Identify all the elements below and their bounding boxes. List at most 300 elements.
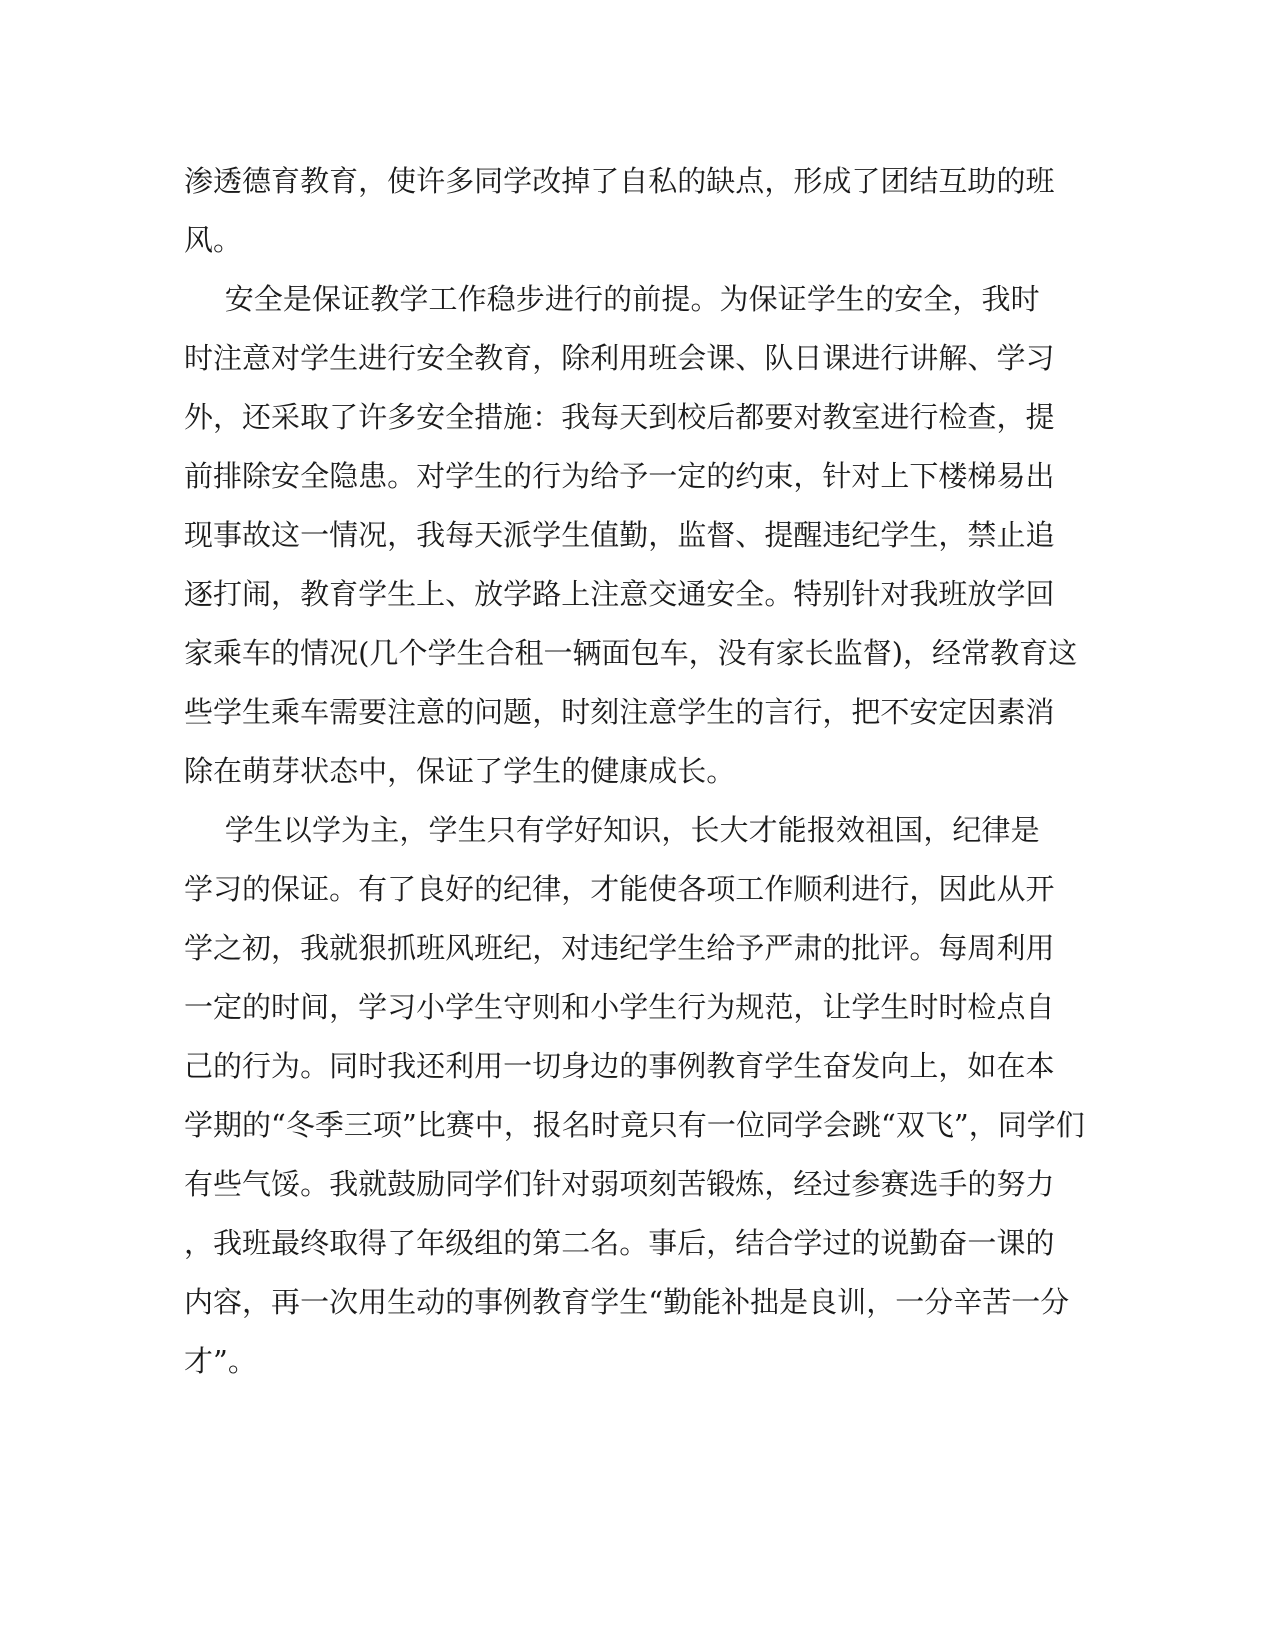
glyph: 的 <box>271 636 301 670</box>
glyph: 双 <box>895 1108 925 1142</box>
glyph: 步 <box>515 282 545 316</box>
glyph: 意 <box>416 695 446 729</box>
glyph: 点 <box>996 990 1026 1024</box>
glyph: ， <box>764 164 794 198</box>
glyph: 效 <box>835 813 865 847</box>
glyph: 团 <box>880 164 910 198</box>
glyph: 因 <box>938 872 968 906</box>
glyph: 学 <box>648 931 678 965</box>
glyph: 值 <box>590 518 620 552</box>
glyph: 例 <box>503 1285 533 1319</box>
glyph: 学 <box>764 1049 794 1083</box>
glyph: ， <box>242 1285 272 1319</box>
glyph: “ <box>271 1108 286 1142</box>
glyph: 点 <box>735 164 765 198</box>
glyph: 注 <box>590 577 620 611</box>
glyph: 取 <box>329 1226 359 1260</box>
glyph: 项 <box>372 1108 402 1142</box>
text-line <box>184 1037 1055 1096</box>
glyph: 提 <box>764 518 794 552</box>
glyph: 意 <box>648 695 678 729</box>
glyph: 组 <box>474 1226 504 1260</box>
glyph: 还 <box>242 400 272 434</box>
glyph: 行 <box>909 400 939 434</box>
glyph: 刻 <box>590 695 620 729</box>
glyph: 的 <box>996 164 1026 198</box>
glyph: 育 <box>329 577 359 611</box>
glyph: 有 <box>184 1167 214 1201</box>
glyph: 才 <box>590 872 620 906</box>
glyph: “ <box>881 1108 896 1142</box>
glyph: 我 <box>561 400 591 434</box>
glyph: 作 <box>457 282 487 316</box>
glyph: 就 <box>329 931 359 965</box>
glyph: 为 <box>706 990 736 1024</box>
glyph: 纪 <box>952 813 982 847</box>
glyph: 时 <box>184 341 214 375</box>
glyph: 之 <box>213 931 243 965</box>
glyph: 芽 <box>271 754 301 788</box>
glyph: 楼 <box>938 459 968 493</box>
glyph: 边 <box>590 1049 620 1083</box>
text-line <box>184 860 1055 919</box>
glyph: 生 <box>835 282 865 316</box>
glyph: 间 <box>300 990 330 1024</box>
glyph: 弱 <box>590 1167 620 1201</box>
glyph: 回 <box>1025 577 1055 611</box>
glyph: 易 <box>996 459 1026 493</box>
glyph: 狠 <box>358 931 388 965</box>
glyph: 严 <box>764 931 794 965</box>
glyph: 教 <box>532 1285 562 1319</box>
glyph: 识 <box>632 813 662 847</box>
glyph: 苦 <box>677 1167 707 1201</box>
glyph: 风 <box>445 931 475 965</box>
glyph: ， <box>793 459 823 493</box>
glyph: ， <box>358 164 388 198</box>
glyph: 交 <box>648 577 678 611</box>
glyph: 出 <box>1025 459 1055 493</box>
glyph: 放 <box>967 577 997 611</box>
glyph: 提 <box>1025 400 1055 434</box>
glyph: 教 <box>300 164 330 198</box>
glyph: 拙 <box>750 1285 780 1319</box>
glyph: 纪 <box>503 931 533 965</box>
glyph: 育 <box>561 1285 591 1319</box>
glyph: 。 <box>213 223 243 257</box>
glyph: 评 <box>880 931 910 965</box>
glyph: 题 <box>503 695 533 729</box>
glyph: 许 <box>358 400 388 434</box>
glyph: 终 <box>300 1226 330 1260</box>
glyph: 情 <box>329 518 359 552</box>
glyph: 让 <box>822 990 852 1024</box>
glyph: 名 <box>590 1226 620 1260</box>
glyph: 自 <box>1025 990 1055 1024</box>
glyph: 安 <box>909 695 939 729</box>
glyph: 班 <box>648 341 678 375</box>
glyph: 生 <box>793 1049 823 1083</box>
glyph: 学 <box>428 813 458 847</box>
glyph: 不 <box>880 695 910 729</box>
glyph: 车 <box>242 636 272 670</box>
glyph: 全 <box>445 400 475 434</box>
glyph: ， <box>968 1108 998 1142</box>
glyph: 安 <box>416 341 446 375</box>
glyph: ， <box>532 931 562 965</box>
glyph: 合 <box>764 1226 794 1260</box>
glyph: 学 <box>184 1108 214 1142</box>
glyph: 了 <box>590 164 620 198</box>
text-line <box>184 270 1040 329</box>
glyph: 学 <box>619 990 649 1024</box>
glyph: 定 <box>213 990 243 1024</box>
glyph: 有 <box>358 872 388 906</box>
glyph: 的 <box>1025 1226 1055 1260</box>
text-line <box>184 1332 1040 1391</box>
glyph: 了 <box>387 1226 417 1260</box>
glyph: 闹 <box>242 577 272 611</box>
glyph: 一 <box>967 1226 997 1260</box>
glyph: 多 <box>387 400 417 434</box>
glyph: 常 <box>961 636 991 670</box>
glyph: 查 <box>967 400 997 434</box>
glyph: 放 <box>474 577 504 611</box>
glyph: 租 <box>514 636 544 670</box>
glyph: 全 <box>445 341 475 375</box>
glyph: 行 <box>677 990 707 1024</box>
glyph: 一 <box>648 459 678 493</box>
glyph: 事 <box>474 1285 504 1319</box>
glyph: 施 <box>503 400 533 434</box>
glyph: 一 <box>1011 1285 1041 1319</box>
glyph: 最 <box>271 1226 301 1260</box>
glyph: 例 <box>677 1049 707 1083</box>
glyph: 注 <box>387 695 417 729</box>
glyph: 素 <box>996 695 1026 729</box>
glyph: 言 <box>764 695 794 729</box>
glyph: 缺 <box>706 164 736 198</box>
glyph: 生 <box>474 459 504 493</box>
glyph: 生 <box>677 931 707 965</box>
glyph: 参 <box>851 1167 881 1201</box>
glyph: 赛 <box>445 1108 475 1142</box>
glyph: 到 <box>648 400 678 434</box>
glyph: 经 <box>932 636 962 670</box>
glyph: 禁 <box>967 518 997 552</box>
glyph: 进 <box>851 341 881 375</box>
glyph: 生 <box>387 577 417 611</box>
glyph: 生 <box>457 813 487 847</box>
glyph: 是 <box>282 282 312 316</box>
glyph: 我 <box>300 931 330 965</box>
glyph: 进 <box>880 400 910 434</box>
glyph: 、 <box>735 341 765 375</box>
glyph: 在 <box>996 1049 1026 1083</box>
glyph: 进 <box>358 341 388 375</box>
glyph: 用 <box>358 1285 388 1319</box>
glyph: 的 <box>242 1108 272 1142</box>
glyph: 班 <box>1025 164 1055 198</box>
glyph: 逐 <box>184 577 214 611</box>
glyph: 再 <box>271 1285 301 1319</box>
glyph: 努 <box>996 1167 1026 1201</box>
glyph: 和 <box>561 990 591 1024</box>
glyph: 针 <box>851 577 881 611</box>
glyph: 除 <box>242 459 272 493</box>
glyph: 一 <box>300 1285 330 1319</box>
glyph: 了 <box>474 754 504 788</box>
glyph: 抓 <box>387 931 417 965</box>
glyph: 使 <box>387 164 417 198</box>
glyph: ， <box>387 518 417 552</box>
glyph: ， <box>938 1049 968 1083</box>
glyph: 派 <box>503 518 533 552</box>
glyph: ， <box>661 813 691 847</box>
glyph: 的 <box>619 1049 649 1083</box>
glyph: 讲 <box>909 341 939 375</box>
glyph: 同 <box>445 1167 475 1201</box>
glyph: 学 <box>1026 1108 1056 1142</box>
glyph: 好 <box>574 813 604 847</box>
text-line <box>184 683 1055 742</box>
glyph: 才 <box>184 1344 214 1378</box>
glyph: 生 <box>909 518 939 552</box>
glyph: 个 <box>398 636 428 670</box>
glyph: 训 <box>837 1285 867 1319</box>
glyph: ” <box>213 1344 228 1378</box>
glyph: 鼓 <box>387 1167 417 1201</box>
glyph: 注 <box>213 341 243 375</box>
glyph: 解 <box>938 341 968 375</box>
glyph: 教 <box>300 577 330 611</box>
glyph: 队 <box>764 341 794 375</box>
glyph: 故 <box>242 518 272 552</box>
glyph: 长 <box>677 754 707 788</box>
glyph: 定 <box>677 459 707 493</box>
glyph: 的 <box>242 872 272 906</box>
glyph: 乘 <box>213 636 243 670</box>
glyph: 时 <box>561 695 591 729</box>
glyph: 检 <box>938 400 968 434</box>
glyph: 力 <box>1025 1167 1055 1201</box>
glyph: 则 <box>532 990 562 1024</box>
glyph: 检 <box>967 990 997 1024</box>
glyph: 违 <box>822 518 852 552</box>
glyph: 用 <box>619 341 649 375</box>
glyph: 一 <box>895 1285 925 1319</box>
glyph: ， <box>822 695 852 729</box>
glyph: 。 <box>764 577 794 611</box>
glyph: 刻 <box>648 1167 678 1201</box>
glyph: ( <box>358 636 370 670</box>
glyph: 进 <box>851 872 881 906</box>
glyph: 班 <box>416 931 446 965</box>
glyph: 学 <box>224 813 254 847</box>
glyph: 能 <box>692 1285 722 1319</box>
glyph: 包 <box>630 636 660 670</box>
glyph: 班 <box>242 1226 272 1260</box>
glyph: 祖 <box>865 813 895 847</box>
glyph: ， <box>532 695 562 729</box>
glyph: 行 <box>793 695 823 729</box>
text-line <box>184 801 1040 860</box>
glyph: 提 <box>661 282 691 316</box>
glyph: 我 <box>981 282 1011 316</box>
glyph: 开 <box>1025 872 1055 906</box>
glyph: 同 <box>474 164 504 198</box>
glyph: 的 <box>603 282 633 316</box>
glyph: 一 <box>706 1108 736 1142</box>
glyph: 予 <box>735 931 765 965</box>
glyph: 违 <box>590 931 620 965</box>
glyph: 次 <box>329 1285 359 1319</box>
glyph: 第 <box>532 1226 562 1260</box>
glyph: 利 <box>822 872 852 906</box>
glyph: 报 <box>532 1108 562 1142</box>
glyph: 学 <box>590 1285 620 1319</box>
glyph: 督 <box>706 518 736 552</box>
glyph: 在 <box>213 754 243 788</box>
glyph: 用 <box>1025 931 1055 965</box>
glyph: 全 <box>253 282 283 316</box>
text-line <box>184 1096 1085 1155</box>
glyph: 从 <box>996 872 1026 906</box>
glyph: 生 <box>329 341 359 375</box>
text-line <box>184 329 1055 388</box>
glyph: 督 <box>862 636 892 670</box>
glyph: 的 <box>445 1285 475 1319</box>
glyph: 下 <box>909 459 939 493</box>
glyph: 况 <box>358 518 388 552</box>
glyph: 行 <box>880 872 910 906</box>
glyph: 行 <box>242 1049 272 1083</box>
glyph: 定 <box>938 695 968 729</box>
glyph: 时 <box>358 1049 388 1083</box>
glyph: 些 <box>213 1167 243 1201</box>
glyph: 安 <box>894 282 924 316</box>
glyph: 给 <box>590 459 620 493</box>
glyph: 的 <box>561 754 591 788</box>
glyph: 学 <box>358 990 388 1024</box>
glyph: 生 <box>532 754 562 788</box>
glyph: 家 <box>775 636 805 670</box>
text-line <box>184 1155 1055 1214</box>
glyph: 生 <box>253 813 283 847</box>
glyph: 采 <box>271 400 301 434</box>
glyph: 萌 <box>242 754 272 788</box>
glyph: 态 <box>329 754 359 788</box>
indent-space <box>184 270 225 329</box>
glyph: 周 <box>967 931 997 965</box>
glyph: 上 <box>909 1049 939 1083</box>
glyph: 室 <box>851 400 881 434</box>
glyph: 辆 <box>572 636 602 670</box>
text-line <box>184 565 1055 624</box>
glyph: 范 <box>764 990 794 1024</box>
glyph: 手 <box>938 1167 968 1201</box>
glyph: 锻 <box>706 1167 736 1201</box>
glyph: 教 <box>990 636 1020 670</box>
glyph: 会 <box>822 1108 852 1142</box>
glyph: 会 <box>677 341 707 375</box>
glyph: 励 <box>416 1167 446 1201</box>
glyph: 律 <box>981 813 1011 847</box>
glyph: 。 <box>909 931 939 965</box>
glyph: 育 <box>1019 636 1049 670</box>
glyph: 的 <box>967 1167 997 1201</box>
glyph: 。 <box>300 1167 330 1201</box>
glyph: 证 <box>341 282 371 316</box>
glyph: ， <box>532 341 562 375</box>
glyph: 成 <box>648 754 678 788</box>
glyph: 育 <box>271 164 301 198</box>
glyph: 生 <box>648 990 678 1024</box>
glyph: 育 <box>329 164 359 198</box>
glyph: 生 <box>619 1285 649 1319</box>
glyph: 长 <box>690 813 720 847</box>
glyph: 习 <box>213 872 243 906</box>
glyph: 健 <box>590 754 620 788</box>
glyph: 顺 <box>793 872 823 906</box>
glyph: 分 <box>924 1285 954 1319</box>
glyph: 。 <box>619 1226 649 1260</box>
glyph: ， <box>184 1226 214 1260</box>
indent-space <box>184 801 225 860</box>
glyph: 身 <box>561 1049 591 1083</box>
glyph: 分 <box>1040 1285 1070 1319</box>
glyph: 课 <box>706 341 736 375</box>
glyph: 除 <box>184 754 214 788</box>
glyph: 全 <box>735 577 765 611</box>
glyph: 的 <box>503 1226 533 1260</box>
glyph: 几 <box>369 636 399 670</box>
glyph: 、 <box>735 518 765 552</box>
glyph: 透 <box>213 164 243 198</box>
glyph: 的 <box>242 990 272 1024</box>
glyph: 保 <box>748 282 778 316</box>
glyph: 行 <box>387 341 417 375</box>
glyph: 上 <box>880 459 910 493</box>
glyph: 学 <box>503 164 533 198</box>
glyph: 规 <box>735 990 765 1024</box>
glyph: 掉 <box>561 164 591 198</box>
glyph: 车 <box>659 636 689 670</box>
glyph: 学 <box>312 813 342 847</box>
glyph: 的 <box>851 1226 881 1260</box>
glyph: 的 <box>503 459 533 493</box>
glyph: 学 <box>793 1108 823 1142</box>
glyph: 学 <box>677 695 707 729</box>
glyph: 。 <box>329 872 359 906</box>
glyph: 勤 <box>663 1285 693 1319</box>
glyph: 中 <box>358 754 388 788</box>
glyph: 。 <box>690 282 720 316</box>
glyph: 守 <box>503 990 533 1024</box>
glyph: 行 <box>574 282 604 316</box>
glyph: 飞 <box>924 1108 954 1142</box>
glyph: 学 <box>445 990 475 1024</box>
glyph: 问 <box>474 695 504 729</box>
glyph: 保 <box>312 282 342 316</box>
glyph: 成 <box>822 164 852 198</box>
glyph: 证 <box>777 282 807 316</box>
glyph: 保 <box>416 754 446 788</box>
glyph: 通 <box>677 577 707 611</box>
glyph: 日 <box>793 341 823 375</box>
glyph: 车 <box>300 695 330 729</box>
glyph: 予 <box>619 459 649 493</box>
